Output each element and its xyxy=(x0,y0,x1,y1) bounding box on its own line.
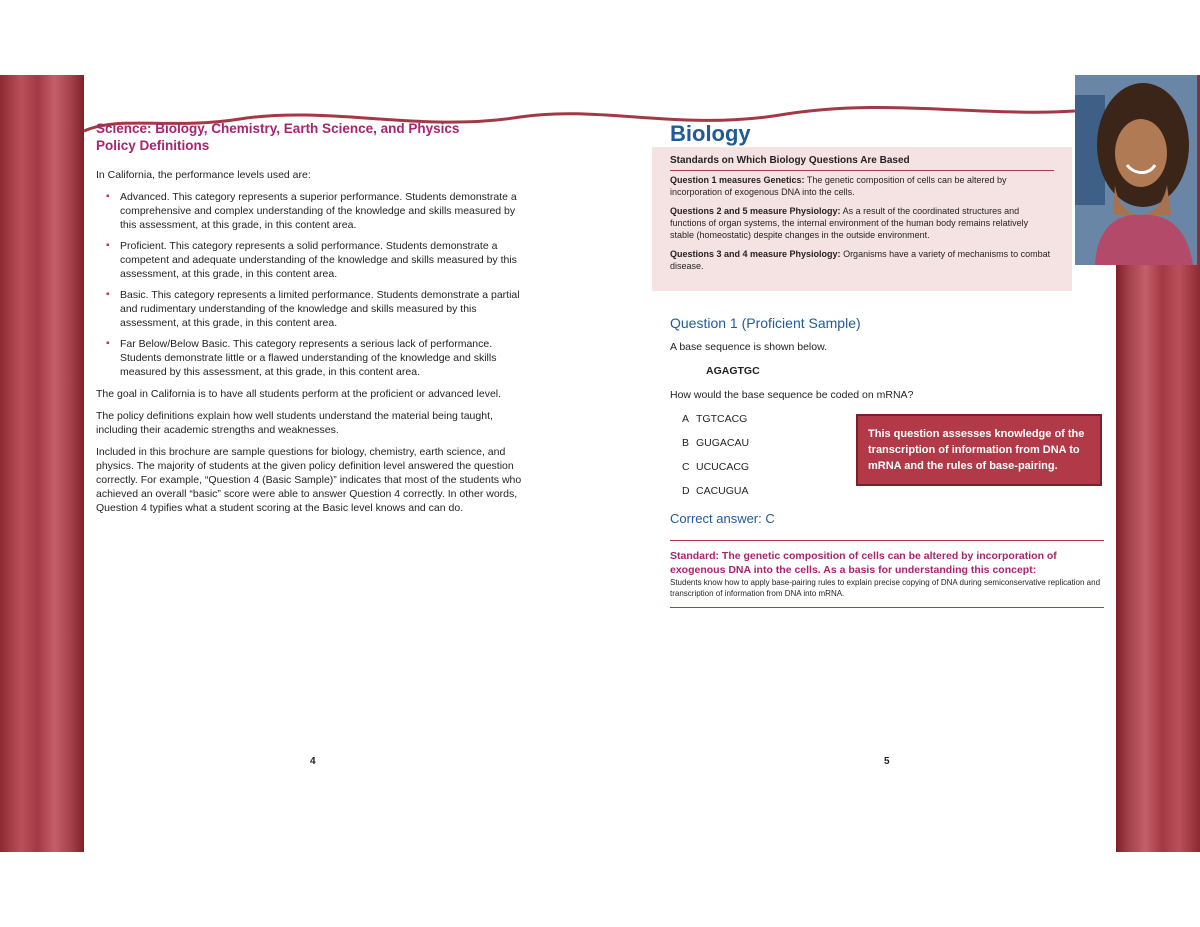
base-sequence: AGAGTGC xyxy=(706,365,760,377)
title-line-1: Science: Biology, Chemistry, Earth Science, and Physics xyxy=(96,121,460,136)
standard-q1: Question 1 measures Genetics: The genetic composition of cells can be altered by incorporation of exogenous DNA into the cells. xyxy=(670,175,1007,197)
intro-text: In California, the performance levels used are: xyxy=(96,169,311,181)
standard-heading: Standard: The genetic composition of cells can be altered by incorporation of exogenous DNA into the cells. As a basis for understanding this concept: xyxy=(670,550,1057,576)
answer-option: C UCUCACG xyxy=(682,461,750,473)
standards-heading: Standards on Which Biology Questions Are Based xyxy=(670,155,1054,171)
level-basic: ▪ Basic. This category represents a limited performance. Students demonstrate a partial and rudimentary understanding of the knowledge and skills measured by this assessment, at this grade, in this content area. xyxy=(120,288,526,330)
assessment-callout: This question assesses knowledge of the transcription of information from DNA to mRNA and the rules of base-pairing. xyxy=(856,414,1102,486)
standard-q2-q5: Questions 2 and 5 measure Physiology: As a result of the coordinated structures and functions of organ systems, the internal environment of the human body remains relatively stable (homeostatic) despite changes in the outside environment. xyxy=(670,206,1029,240)
question-1-section xyxy=(670,315,1106,598)
answer-option: A TGTCACG xyxy=(682,413,748,425)
goal-paragraph: The goal in California is to have all students perform at the proficient or advanced level. xyxy=(96,388,502,400)
correct-answer: Correct answer: C xyxy=(670,511,775,526)
standard-bar xyxy=(670,540,1104,608)
standard-q3-q4: Questions 3 and 4 measure Physiology: Organisms have a variety of mechanisms to combat disease. xyxy=(670,249,1051,271)
page-number-left: 4 xyxy=(310,756,316,767)
level-advanced: ▪ Advanced. This category represents a superior performance. Students demonstrate a comprehensive and complex understanding of the knowledge and skills measured by this assessment, at this grade, in this content area. xyxy=(120,190,526,232)
answer-option: B GUGACAU xyxy=(682,437,750,449)
samples-paragraph: Included in this brochure are sample questions for biology, chemistry, earth science, and physics. The majority of students at the given policy definition level answered the question correctly. For example, “Question 4 (Basic Sample)” indicates that most of the students who achieved an overall “basic” score were able to answer Question 4 correctly. In other words, Question 4 typifies what a student scoring at the Basic level knows and can do. xyxy=(96,446,522,514)
student-photo xyxy=(1075,75,1197,265)
biology-title: Biology xyxy=(670,121,751,146)
left-page xyxy=(96,120,526,523)
performance-level-list xyxy=(96,190,526,379)
level-far-below-basic: ▪ Far Below/Below Basic. This category represents a serious lack of performance. Students demonstrate little or a flawed understanding of the knowledge and skills measured by this assessment, at this grade, in this content area. xyxy=(120,337,526,379)
policy-paragraph: The policy definitions explain how well students understand the material being taught, including their academic strengths and weaknesses. xyxy=(96,410,493,436)
answer-option: D CACUGUA xyxy=(682,485,749,497)
left-page-title xyxy=(96,120,526,154)
level-proficient: ▪ Proficient. This category represents a solid performance. Students demonstrate a competent and adequate understanding of the knowledge and skills measured by this assessment, at this grade, in this content area. xyxy=(120,239,526,281)
question-title: Question 1 (Proficient Sample) xyxy=(670,315,861,331)
standards-box xyxy=(652,147,1072,291)
standard-text: Students know how to apply base-pairing rules to explain precise copying of DNA during semiconservative replication and transcription of information from DNA into mRNA. xyxy=(670,578,1101,598)
right-page xyxy=(670,120,1106,598)
question-text: How would the base sequence be coded on mRNA? xyxy=(670,389,914,401)
page-number-right: 5 xyxy=(884,756,890,767)
left-curtain-image xyxy=(0,75,84,852)
title-line-2: Policy Definitions xyxy=(96,138,210,153)
question-prompt: A base sequence is shown below. xyxy=(670,341,828,353)
